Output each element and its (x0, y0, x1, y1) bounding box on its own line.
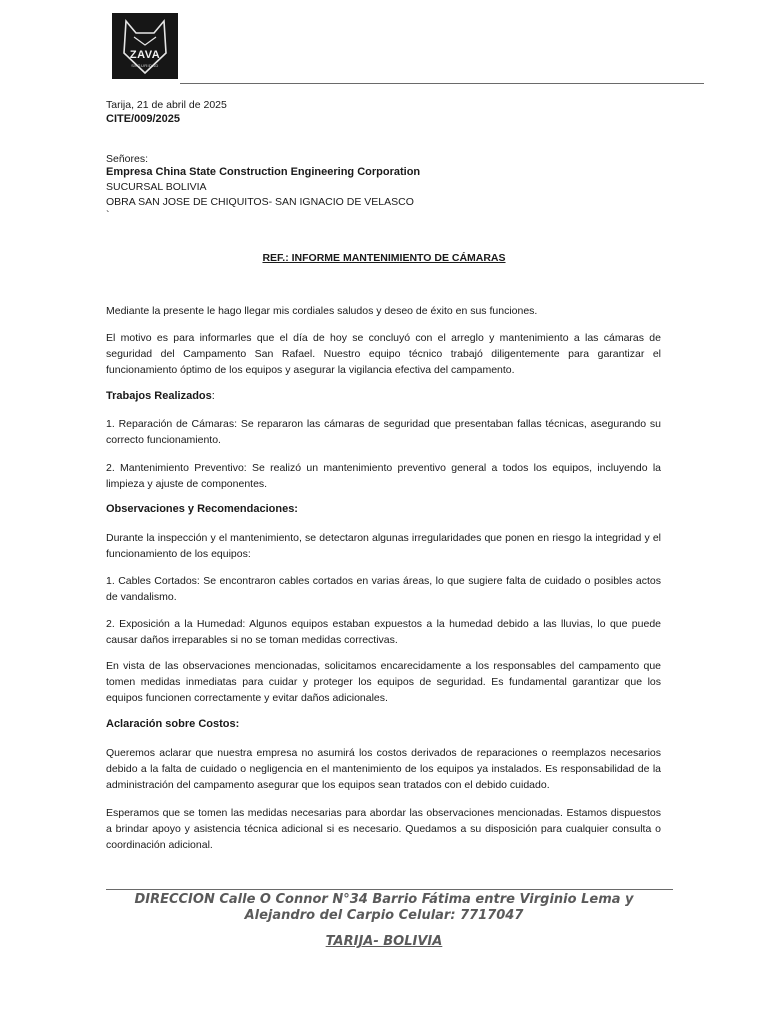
footer-city-text: TARIJA- BOLIVIA (325, 934, 443, 949)
date-line: Tarija, 21 de abril de 2025 (106, 99, 227, 111)
recipient-site: OBRA SAN JOSE DE CHIQUITOS- SAN IGNACIO DE VELASCO (106, 196, 414, 208)
intro-paragraph: Mediante la presente le hago llegar mis cordiales saludos y deseo de éxito en sus funciones. (106, 305, 538, 317)
header-divider (180, 83, 704, 84)
stray-mark: ` (106, 209, 110, 221)
company-logo (112, 13, 178, 79)
observation-item-1: 1. Cables Cortados: Se encontraron cables cortados en varias áreas, lo que sugiere falta de cuidado o posibles actos de vandalismo. (106, 575, 661, 604)
footer-address-line-2: Alejandro del Carpio Celular: 7717047 (244, 908, 524, 923)
costs-heading: Aclaración sobre Costos: (106, 718, 240, 730)
costs-paragraph: Queremos aclarar que nuestra empresa no asumirá los costos derivados de reparaciones o reemplazos necesarios debido a la falta de cuidado o negligencia en el mantenimiento de los equipos ya instalados. Es responsabilidad de la administración del campamento asegurar que los equipos sean tratados con el debido cuidado. (106, 747, 661, 792)
works-heading-colon: : (211, 390, 215, 402)
recipient-branch: SUCURSAL BOLIVIA (106, 181, 207, 193)
work-item-1: 1. Reparación de Cámaras: Se repararon las cámaras de seguridad que presentaban fallas técnicas, asegurando su correcto funcionamiento. (106, 418, 661, 447)
closing-paragraph: Esperamos que se tomen las medidas necesarias para abordar las observaciones mencionadas. Estamos dispuestos a brindar apoyo y asistencia técnica adicional si es necesario. Quedamos a su disposición para cualquier consulta o coordinación adicional. (106, 807, 661, 852)
recipient-company: Empresa China State Construction Engineering Corporation (106, 166, 421, 178)
works-heading (106, 390, 215, 402)
footer-address-line-1: DIRECCION Calle O Connor N°34 Barrio Fátima entre Virginio Lema y (134, 892, 634, 907)
cite-number: CITE/009/2025 (106, 113, 180, 125)
fox-shield-icon (112, 13, 178, 79)
work-item-2: 2. Mantenimiento Preventivo: Se realizó un mantenimiento preventivo general a todos los equipos, incluyendo la limpieza y ajuste de componentes. (106, 462, 661, 491)
motive-paragraph: El motivo es para informarles que el día de hoy se concluyó con el arreglo y mantenimiento a las cámaras de seguridad del Campamento San Rafael. Nuestro equipo técnico trabajó diligentemente para garantizar el funcionamiento óptimo de los equipos y asegurar la vigilancia efectiva del campamento. (106, 332, 661, 377)
logo-subtitle: SEGURIDAD (131, 63, 159, 68)
footer-divider (106, 889, 673, 890)
reference-title: REF.: INFORME MANTENIMIENTO DE CÁMARAS (262, 252, 506, 264)
request-paragraph: En vista de las observaciones mencionadas, solicitamos encarecidamente a los responsables del campamento que tomen medidas inmediatas para cuidar y proteger los equipos de seguridad. Es fundamental garantizar que los equipos funcionen correctamente y evitar daños adicionales. (106, 660, 661, 705)
observation-item-2: 2. Exposición a la Humedad: Algunos equipos estaban expuestos a la humedad debido a las lluvias, lo que puede causar daños irreparables si no se toman medidas correctivas. (106, 618, 661, 647)
footer-city (0, 933, 768, 950)
observations-intro: Durante la inspección y el mantenimiento, se detectaron algunas irregularidades que ponen en riesgo la integridad y el funcionamiento de los equipos: (106, 532, 661, 561)
works-heading-text: Trabajos Realizados (106, 390, 212, 402)
logo-name: ZAVA (129, 49, 161, 61)
salutation: Señores: (106, 153, 149, 165)
observations-heading: Observaciones y Recomendaciones: (106, 503, 298, 515)
